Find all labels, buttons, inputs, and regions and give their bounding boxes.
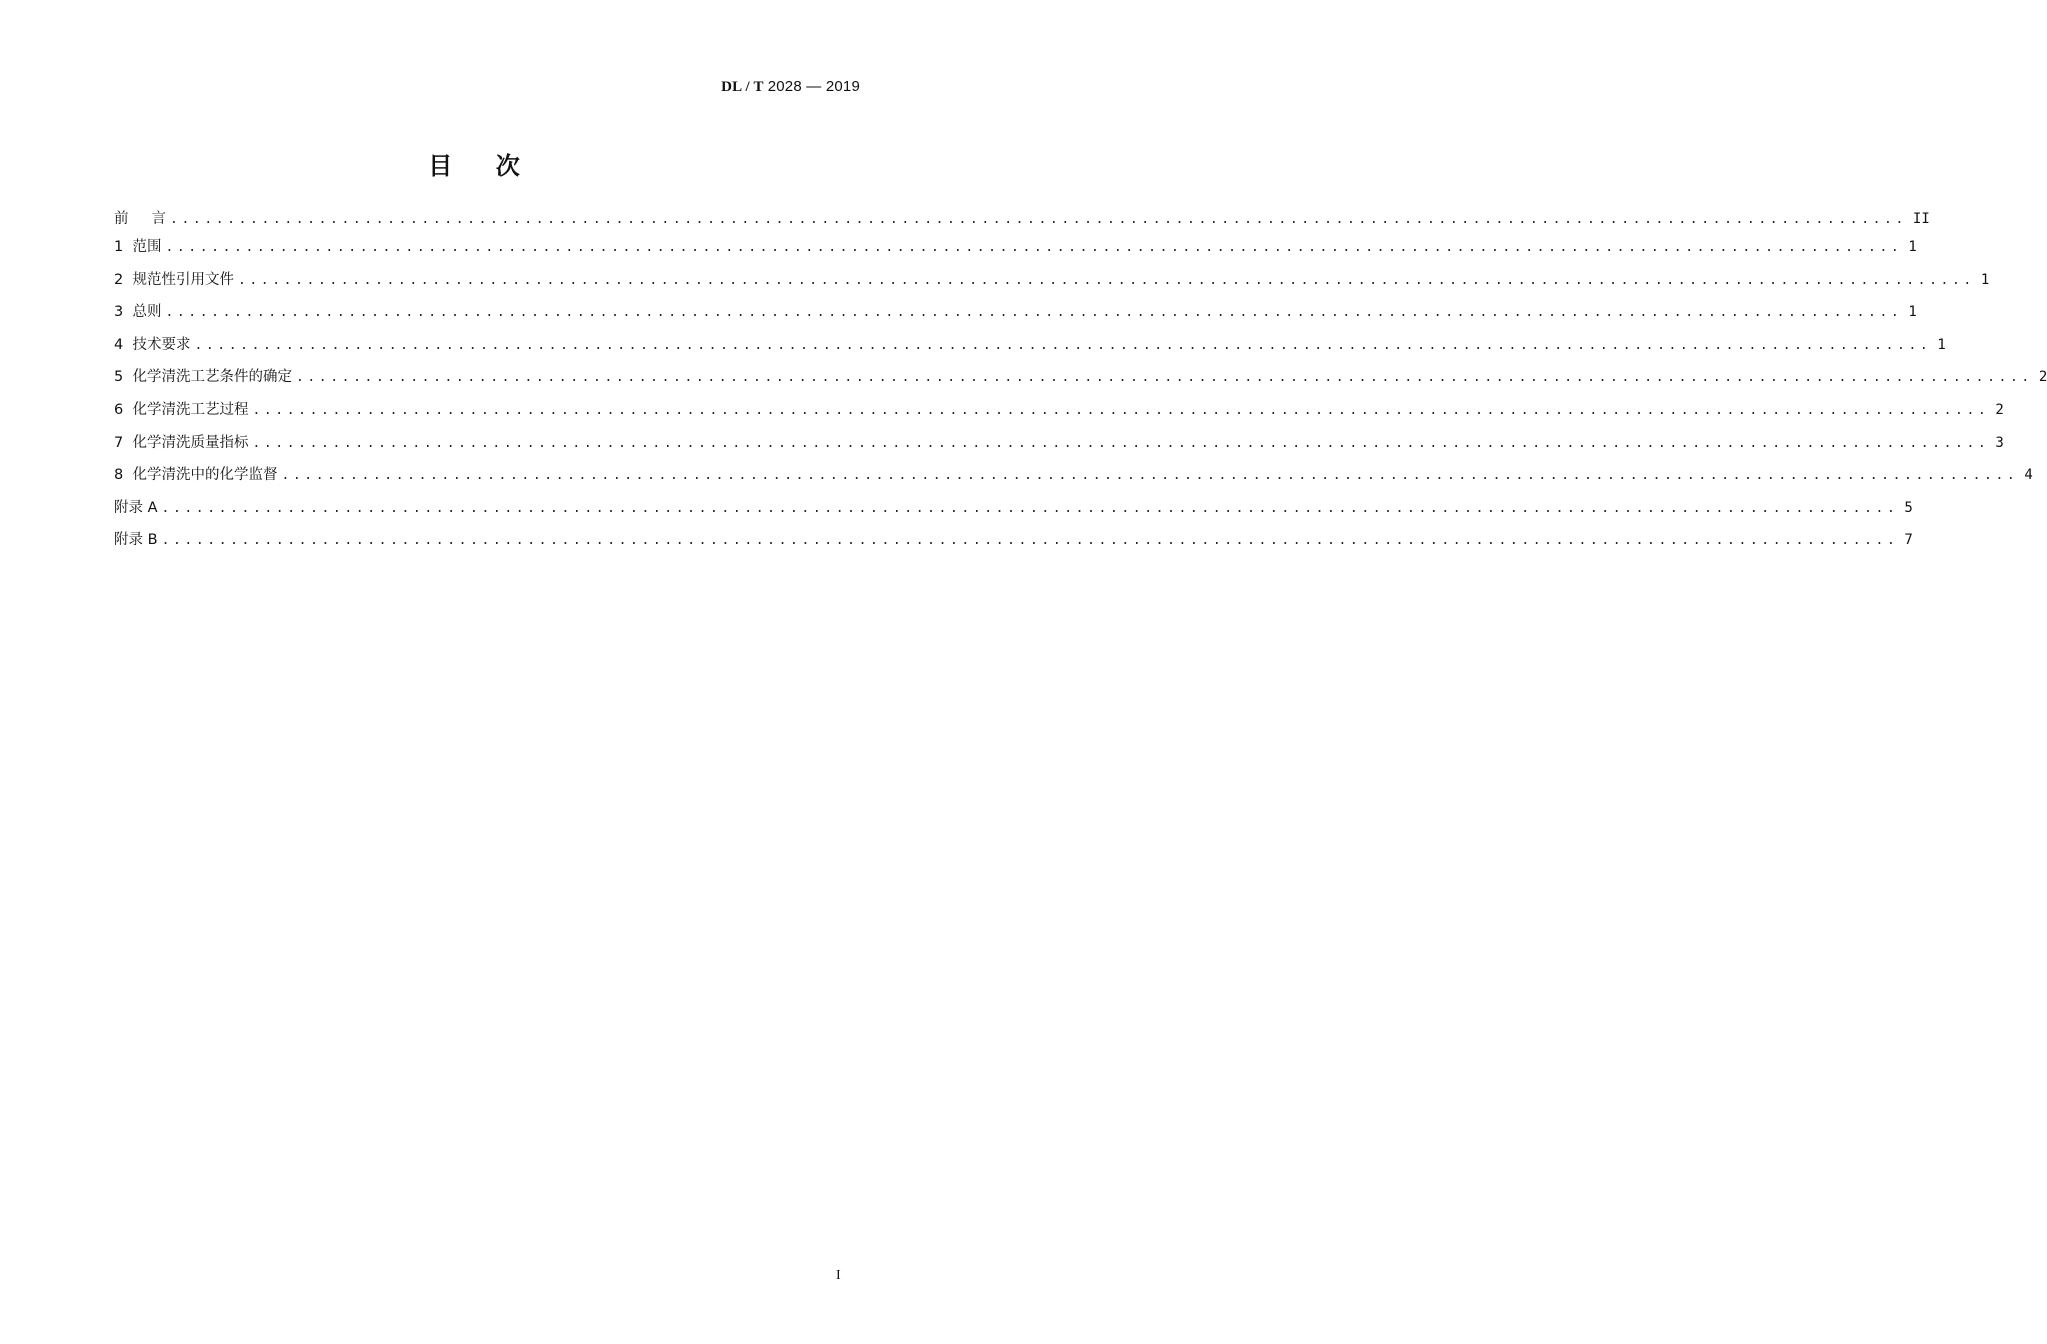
toc-leader-dots: ........................................................................................................................................................: [161, 500, 1899, 516]
table-of-contents: [114, 206, 2047, 560]
toc-entry-appendix-a[interactable]: [114, 495, 1913, 528]
toc-entry-label: 2 规范性引用文件: [114, 271, 234, 288]
toc-leader-dots: ........................................................................................................................................................: [281, 468, 2019, 484]
toc-leader-dots: ........................................................................................................................................................: [161, 533, 1899, 549]
toc-entry-label: 1 范围: [114, 239, 162, 255]
toc-leader-dots: ........................................................................................................................................................: [295, 370, 2033, 386]
toc-entry-page: 1: [1980, 271, 1990, 288]
toc-entry-page: 1: [1937, 336, 1946, 353]
toc-entry-page: 4: [2024, 467, 2033, 484]
toc-leader-dots: ........................................................................................................................................................: [237, 272, 1975, 288]
toc-entry-page: 1: [1908, 304, 1917, 321]
toc-entry-label: 4 技术要求: [114, 336, 191, 353]
toc-entry-technical-requirements[interactable]: [114, 332, 1946, 365]
toc-leader-dots: ........................................................................................................................................................: [165, 240, 1903, 255]
toc-entry-normative-references[interactable]: [114, 267, 1990, 300]
toc-entry-general[interactable]: [114, 299, 1917, 332]
toc-entry-chemical-supervision[interactable]: [114, 462, 2033, 495]
toc-entry-page: 3: [1995, 434, 2004, 451]
standard-code: [721, 78, 860, 96]
toc-leader-dots: ........................................................................................................................................................: [252, 402, 1990, 418]
toc-entry-label: 附录 B: [114, 532, 158, 549]
toc-entry-label: 7 化学清洗质量指标: [114, 434, 249, 451]
toc-entry-quality-indicators[interactable]: [114, 430, 2004, 463]
page-number: I: [836, 1268, 841, 1283]
toc-entry-page: 1: [1908, 239, 1917, 255]
toc-leader-dots: ........................................................................................................................................................: [165, 305, 1903, 321]
toc-entry-label: 附录 A: [114, 499, 158, 516]
standard-code-prefix: DL / T: [721, 79, 764, 95]
toc-title: 目 次: [428, 152, 522, 180]
toc-entry-process-procedure[interactable]: [114, 397, 2004, 430]
toc-entry-foreword[interactable]: [114, 206, 1930, 234]
toc-entry-label: 3 总则: [114, 304, 162, 321]
toc-entry-page: 5: [1904, 499, 1913, 516]
toc-entry-appendix-b[interactable]: [114, 527, 1913, 560]
toc-entry-page: 7: [1904, 532, 1913, 549]
toc-entry-label: 8 化学清洗中的化学监督: [114, 467, 278, 484]
toc-entry-label: 6 化学清洗工艺过程: [114, 401, 249, 418]
standard-code-number: 2028 — 2019: [767, 78, 860, 95]
toc-entry-scope[interactable]: [114, 234, 1917, 267]
toc-entry-page: 2: [2038, 369, 2047, 386]
toc-entry-process-conditions[interactable]: [114, 364, 2047, 397]
toc-leader-dots: ........................................................................................................................................................: [252, 435, 1990, 451]
toc-leader-dots: ........................................................................................................................................................: [194, 337, 1932, 353]
toc-entry-label: 5 化学清洗工艺条件的确定: [114, 369, 292, 386]
toc-leader-dots: ........................................................................................................................................................: [170, 212, 1907, 227]
toc-entry-page: 2: [1995, 401, 2004, 418]
toc-entry-label: 前 言: [114, 211, 167, 227]
toc-entry-page: II: [1912, 211, 1930, 227]
